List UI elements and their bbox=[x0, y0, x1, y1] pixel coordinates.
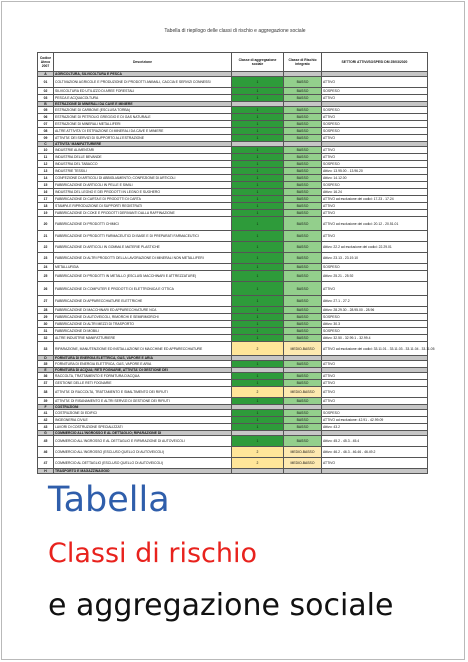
cell-ateco: G bbox=[38, 431, 54, 436]
cell-class: 1 bbox=[232, 189, 284, 196]
cell-description: INGEGNERIA CIVILE bbox=[54, 417, 232, 424]
caption-title: Tabella bbox=[48, 480, 170, 520]
cell-level: BASSO bbox=[284, 264, 322, 271]
cell-class: 1 bbox=[232, 196, 284, 203]
cell-ateco: 46 bbox=[38, 447, 54, 458]
cell-description: FABBRICAZIONE DI ARTICOLI IN PELLE E SIMILI bbox=[54, 182, 232, 189]
cell-description: INDUSTRIE TESSILI bbox=[54, 168, 232, 175]
cell-class: 2 bbox=[232, 447, 284, 458]
cell-sectors: SOSPESO bbox=[322, 121, 428, 128]
cell-description: LAVORI DI COSTRUZIONE SPECIALIZZATI bbox=[54, 424, 232, 431]
cell-sectors: ATTIVO bbox=[322, 95, 428, 102]
cell-sectors: ATTIVO ad esclusione dei codici: 17.23 - 17.24 bbox=[322, 196, 428, 203]
cell-level: BASSO bbox=[284, 321, 322, 328]
cell-class: 1 bbox=[232, 380, 284, 387]
cell-sectors: ATTIVO bbox=[322, 380, 428, 387]
table-row bbox=[38, 417, 428, 424]
cell-class: 1 bbox=[232, 231, 284, 242]
cell-level: BASSO bbox=[284, 114, 322, 121]
table-row bbox=[38, 361, 428, 368]
cell-level: MEDIO-BASSO bbox=[284, 458, 322, 469]
cell-ateco: 45 bbox=[38, 436, 54, 447]
cell-level: BASSO bbox=[284, 147, 322, 154]
cell-ateco: 18 bbox=[38, 203, 54, 210]
cell-class: 1 bbox=[232, 154, 284, 161]
cell-ateco: 39 bbox=[38, 398, 54, 405]
cell-class: 1 bbox=[232, 321, 284, 328]
cell-ateco: 22 bbox=[38, 242, 54, 253]
cell-class: 1 bbox=[232, 217, 284, 231]
cell-ateco: 19 bbox=[38, 210, 54, 217]
cell-description: ATTIVITA' DEI SERVIZI DI SUPPORTO ALL'ESTRAZIONE bbox=[54, 135, 232, 142]
cell-ateco: C bbox=[38, 142, 54, 147]
cell-class: 1 bbox=[232, 417, 284, 424]
cell-ateco: 43 bbox=[38, 424, 54, 431]
cell-sectors: Attivo: 30.3 bbox=[322, 321, 428, 328]
cell-level: BASSO bbox=[284, 314, 322, 321]
cell-level: BASSO bbox=[284, 88, 322, 95]
cell-sectors: ATTIVO bbox=[322, 373, 428, 380]
cell-level: BASSO bbox=[284, 196, 322, 203]
cell-description: FABBRICAZIONE DI AUTOVEICOLI, RIMORCHI E SEMIRIMORCHI bbox=[54, 314, 232, 321]
cell-ateco: 38 bbox=[38, 387, 54, 398]
cell-sectors: ATTIVO bbox=[322, 147, 428, 154]
table-row bbox=[38, 380, 428, 387]
table-row bbox=[38, 196, 428, 203]
cell-sectors: SOSPESO bbox=[322, 328, 428, 335]
cell-sectors: Attivo: 14.12.00 bbox=[322, 175, 428, 182]
cell-class: 1 bbox=[232, 128, 284, 135]
cell-description: PESCA E ACQUACOLTURA bbox=[54, 95, 232, 102]
cell-ateco: E bbox=[38, 368, 54, 373]
cell-sectors: Attivo: 25.21 - 25.92 bbox=[322, 271, 428, 282]
table-row bbox=[38, 175, 428, 182]
table-row bbox=[38, 114, 428, 121]
cell-ateco: 05 bbox=[38, 107, 54, 114]
cell-ateco: 42 bbox=[38, 417, 54, 424]
cell-level: BASSO bbox=[284, 361, 322, 368]
cell-description: COMMERCIO ALL'INGROSSO (ESCLUSO QUELLO DI AUTOVEICOLI) bbox=[54, 447, 232, 458]
cell-sectors: ATTIVO bbox=[322, 361, 428, 368]
cell-description: CONFEZIONE DI ARTICOLI DI ABBIGLIAMENTO; CONFEZIONE DI ARTICOLI bbox=[54, 175, 232, 182]
cell-level: BASSO bbox=[284, 335, 322, 342]
cell-description: FABBRICAZIONE DI CARTA E DI PRODOTTI DI CARTA bbox=[54, 196, 232, 203]
table-row bbox=[38, 121, 428, 128]
cell-level: MEDIO-BASSO bbox=[284, 447, 322, 458]
cell-description: FABBRICAZIONE DI ALTRI MEZZI DI TRASPORTO bbox=[54, 321, 232, 328]
cell-sectors: SOSPESO bbox=[322, 128, 428, 135]
cell-sectors: Attivo: 23.13 - 23.19.10 bbox=[322, 253, 428, 264]
cell-level: BASSO bbox=[284, 128, 322, 135]
cell-level: BASSO bbox=[284, 154, 322, 161]
header-ateco: Codice Ateco 2007 bbox=[38, 53, 54, 72]
table-row bbox=[38, 321, 428, 328]
table-row bbox=[38, 168, 428, 175]
table-row bbox=[38, 271, 428, 282]
cell-level: BASSO bbox=[284, 424, 322, 431]
cell-sectors: SOSPESO bbox=[322, 107, 428, 114]
cell-description: FABBRICAZIONE DI MOBILI bbox=[54, 328, 232, 335]
cell-level: BASSO bbox=[284, 168, 322, 175]
cell-sectors: Attivo: 45.2 - 45.3 - 45.4 bbox=[322, 436, 428, 447]
table-row bbox=[38, 95, 428, 102]
cell-ateco: 24 bbox=[38, 264, 54, 271]
header-description: Descrizione bbox=[54, 53, 232, 72]
cell-class: 1 bbox=[232, 296, 284, 307]
cell-description: COMMERCIO ALL'INGROSSO E AL DETTAGLIO; RIPARAZIONE DI bbox=[54, 431, 232, 436]
header-level: Classe di Rischio integrato bbox=[284, 53, 322, 72]
cell-class: 1 bbox=[232, 114, 284, 121]
cell-description: FABBRICAZIONE DI PRODOTTI IN METALLO (ESCLUSI MACCHINARI E ATTREZZATURE) bbox=[54, 271, 232, 282]
cell-ateco: 20 bbox=[38, 217, 54, 231]
cell-sectors: ATTIVO bbox=[322, 398, 428, 405]
cell-sectors bbox=[322, 469, 428, 474]
cell-ateco: A bbox=[38, 72, 54, 77]
cell-sectors: ATTIVO ad esclusione dei codici: 20.12 - 20.51.01 bbox=[322, 217, 428, 231]
cell-class: 1 bbox=[232, 307, 284, 314]
cell-ateco: 27 bbox=[38, 296, 54, 307]
cell-sectors: Attivo: 46.2 - 46.3 - 46.46 - 46.49.2 bbox=[322, 447, 428, 458]
cell-level: BASSO bbox=[284, 231, 322, 242]
cell-description: ALTRE INDUSTRIE MANIFATTURIERE bbox=[54, 335, 232, 342]
cell-sectors: ATTIVO bbox=[322, 154, 428, 161]
cell-level: MEDIO-BASSO bbox=[284, 387, 322, 398]
cell-ateco: 02 bbox=[38, 88, 54, 95]
table-row bbox=[38, 77, 428, 88]
cell-ateco: 32 bbox=[38, 335, 54, 342]
cell-level: BASSO bbox=[284, 328, 322, 335]
risk-table-container bbox=[37, 52, 437, 473]
cell-class: 2 bbox=[232, 458, 284, 469]
cell-sectors: Attivo: 16.24 bbox=[322, 189, 428, 196]
table-row bbox=[38, 424, 428, 431]
cell-description: COMMERCIO ALL'INGROSSO E AL DETTAGLIO E RIPARAZIONE DI AUTOVEICOLI bbox=[54, 436, 232, 447]
cell-description: AGRICOLTURA, SILVICOLTURA E PESCA bbox=[54, 72, 232, 77]
cell-level: BASSO bbox=[284, 373, 322, 380]
risk-classes-table bbox=[37, 52, 435, 474]
cell-level: BASSO bbox=[284, 410, 322, 417]
cell-ateco: 33 bbox=[38, 342, 54, 356]
cell-class: 1 bbox=[232, 282, 284, 296]
cell-sectors: Attivo: 27.1 - 27.2 bbox=[322, 296, 428, 307]
cell-level: BASSO bbox=[284, 95, 322, 102]
cell-description: RIPARAZIONE, MANUTENZIONE ED INSTALLAZIONE DI MACCHINE ED APPARECCHIATURE bbox=[54, 342, 232, 356]
table-row bbox=[38, 107, 428, 114]
cell-ateco: 15 bbox=[38, 182, 54, 189]
cell-description: FABBRICAZIONE DI ALTRI PRODOTTI DELLA LAVORAZIONE DI MINERALI NON METALLIFERI bbox=[54, 253, 232, 264]
cell-class: 1 bbox=[232, 161, 284, 168]
document-title: Tabella di riepilogo delle classi di rischio e aggregazione sociale bbox=[164, 28, 306, 34]
table-row bbox=[38, 373, 428, 380]
cell-sectors: ATTIVO bbox=[322, 203, 428, 210]
cell-sectors: ATTIVO bbox=[322, 114, 428, 121]
cell-sectors: SOSPESO bbox=[322, 264, 428, 271]
table-row bbox=[38, 458, 428, 469]
cell-level: BASSO bbox=[284, 417, 322, 424]
table-row bbox=[38, 296, 428, 307]
cell-ateco: 25 bbox=[38, 271, 54, 282]
table-section-row bbox=[38, 469, 428, 474]
cell-sectors: Attivo: 43.2 bbox=[322, 424, 428, 431]
cell-sectors: ATTIVO bbox=[322, 210, 428, 217]
cell-class: 1 bbox=[232, 314, 284, 321]
cell-description: TRASPORTO E MAGAZZINAGGIO bbox=[54, 469, 232, 474]
cell-class: 1 bbox=[232, 203, 284, 210]
table-row bbox=[38, 189, 428, 196]
cell-sectors: Attivo: 28.29.30 - 28.95.00 - 28.96 bbox=[322, 307, 428, 314]
cell-ateco: 26 bbox=[38, 282, 54, 296]
cell-description: ATTIVITA' DI RACCOLTA, TRATTAMENTO E SMALTIMENTO DEI RIFIUTI bbox=[54, 387, 232, 398]
cell-class: 1 bbox=[232, 264, 284, 271]
cell-description: FORNITURA DI ENERGIA ELETTRICA, GAS, VAPORE E ARIA bbox=[54, 361, 232, 368]
cell-ateco: 47 bbox=[38, 458, 54, 469]
cell-description: FABBRICAZIONE DI PRODOTTI FARMACEUTICI DI BASE E DI PREPARATI FARMACEUTICI bbox=[54, 231, 232, 242]
cell-class: 2 bbox=[232, 342, 284, 356]
table-row bbox=[38, 398, 428, 405]
cell-sectors: ATTIVO ad esclusione: 42.91 - 42.99.09 bbox=[322, 417, 428, 424]
cell-class: 1 bbox=[232, 436, 284, 447]
table-row bbox=[38, 335, 428, 342]
cell-ateco: 12 bbox=[38, 161, 54, 168]
cell-level: BASSO bbox=[284, 436, 322, 447]
cell-ateco: 37 bbox=[38, 380, 54, 387]
cell-ateco: 11 bbox=[38, 154, 54, 161]
cell-level: BASSO bbox=[284, 161, 322, 168]
cell-ateco: 31 bbox=[38, 328, 54, 335]
cell-ateco: 36 bbox=[38, 373, 54, 380]
cell-sectors: Attivo: 32.50 - 32.99.1 - 32.99.4 bbox=[322, 335, 428, 342]
cell-class: 1 bbox=[232, 95, 284, 102]
cell-ateco: 28 bbox=[38, 307, 54, 314]
table-row bbox=[38, 210, 428, 217]
cell-class: 1 bbox=[232, 175, 284, 182]
cell-ateco: 01 bbox=[38, 77, 54, 88]
table-row bbox=[38, 436, 428, 447]
cell-ateco: 07 bbox=[38, 121, 54, 128]
cell-class: 1 bbox=[232, 410, 284, 417]
table-row bbox=[38, 264, 428, 271]
cell-description: FABBRICAZIONE DI APPARECCHIATURE ELETTRICHE bbox=[54, 296, 232, 307]
header-class: Classe di aggregazione sociale bbox=[232, 53, 284, 72]
cell-level: BASSO bbox=[284, 210, 322, 217]
table-row bbox=[38, 253, 428, 264]
cell-level bbox=[284, 469, 322, 474]
cell-sectors: ATTIVO bbox=[322, 231, 428, 242]
table-row bbox=[38, 154, 428, 161]
table-row bbox=[38, 282, 428, 296]
document-page bbox=[1, 1, 465, 660]
cell-sectors: SOSPESO bbox=[322, 161, 428, 168]
table-row bbox=[38, 217, 428, 231]
cell-description: ESTRAZIONE DI CARBONE (ESCLUSA TORBA) bbox=[54, 107, 232, 114]
cell-sectors: ATTIVO ad esclusione dei codici: 33.11.01 - 33.11.03 - 33.11.04 - 33.11.05 bbox=[322, 342, 428, 356]
cell-class: 1 bbox=[232, 253, 284, 264]
cell-description: FORNITURA DI ENERGIA ELETTRICA, GAS, VAPORE E ARIA bbox=[54, 356, 232, 361]
cell-description: FORNITURA DI ACQUA; RETI FOGNARIE, ATTIVITA' DI GESTIONE DEI bbox=[54, 368, 232, 373]
cell-ateco: 30 bbox=[38, 321, 54, 328]
table-row bbox=[38, 182, 428, 189]
cell-class: 1 bbox=[232, 121, 284, 128]
cell-description: INDUSTRIA DEL TABACCO bbox=[54, 161, 232, 168]
cell-class: 1 bbox=[232, 398, 284, 405]
cell-class: 1 bbox=[232, 182, 284, 189]
cell-description: RACCOLTA, TRATTAMENTO E FORNITURA D'ACQUA bbox=[54, 373, 232, 380]
table-row bbox=[38, 161, 428, 168]
cell-description: INDUSTRIE ALIMENTARI bbox=[54, 147, 232, 154]
cell-class: 1 bbox=[232, 168, 284, 175]
cell-description: SILVICOLTURA ED UTILIZZO DI AREE FORESTALI bbox=[54, 88, 232, 95]
cell-description: FABBRICAZIONE DI COMPUTER E PRODOTTI DI ELETTRONICA E OTTICA bbox=[54, 282, 232, 296]
cell-description: ALTRE ATTIVITA' DI ESTRAZIONE DI MINERALI DA CAVE E MINIERE bbox=[54, 128, 232, 135]
cell-level: BASSO bbox=[284, 380, 322, 387]
cell-level: BASSO bbox=[284, 398, 322, 405]
cell-sectors: ATTIVO bbox=[322, 135, 428, 142]
cell-ateco: 16 bbox=[38, 189, 54, 196]
cell-description: ATTIVITA' MANIFATTURIERE bbox=[54, 142, 232, 147]
cell-level: BASSO bbox=[284, 282, 322, 296]
cell-ateco: F bbox=[38, 405, 54, 410]
cell-ateco: 03 bbox=[38, 95, 54, 102]
cell-class bbox=[232, 469, 284, 474]
cell-level: BASSO bbox=[284, 242, 322, 253]
cell-description: FABBRICAZIONE DI PRODOTTI CHIMICI bbox=[54, 217, 232, 231]
cell-ateco: 08 bbox=[38, 128, 54, 135]
cell-sectors: SOSPESO bbox=[322, 410, 428, 417]
table-row bbox=[38, 342, 428, 356]
cell-ateco: 14 bbox=[38, 175, 54, 182]
cell-level: BASSO bbox=[284, 307, 322, 314]
cell-level: BASSO bbox=[284, 217, 322, 231]
cell-level: BASSO bbox=[284, 296, 322, 307]
cell-sectors: Attivo: 22.2 ad esclusione dei codici: 22.29.01 bbox=[322, 242, 428, 253]
table-row bbox=[38, 88, 428, 95]
cell-level: BASSO bbox=[284, 182, 322, 189]
cell-class: 1 bbox=[232, 328, 284, 335]
cell-level: BASSO bbox=[284, 107, 322, 114]
cell-class: 1 bbox=[232, 335, 284, 342]
cell-ateco: 13 bbox=[38, 168, 54, 175]
table-row bbox=[38, 135, 428, 142]
cell-description: STAMPA E RIPRODUZIONE DI SUPPORTI REGISTRATI bbox=[54, 203, 232, 210]
cell-description: FABBRICAZIONE DI ARTICOLI IN GOMMA E MATERIE PLASTICHE bbox=[54, 242, 232, 253]
caption-subtitle-2: e aggregazione sociale bbox=[48, 588, 394, 623]
table-row bbox=[38, 447, 428, 458]
cell-description: COSTRUZIONE DI EDIFICI bbox=[54, 410, 232, 417]
cell-sectors: ATTIVO bbox=[322, 77, 428, 88]
cell-sectors: SOSPESO bbox=[322, 88, 428, 95]
cell-class: 1 bbox=[232, 210, 284, 217]
cell-ateco: 23 bbox=[38, 253, 54, 264]
cell-ateco: 09 bbox=[38, 135, 54, 142]
cell-sectors: ATTIVO bbox=[322, 387, 428, 398]
cell-level: BASSO bbox=[284, 189, 322, 196]
cell-level: BASSO bbox=[284, 271, 322, 282]
cell-description: INDUSTRIA DEL LEGNO E DEI PRODOTTI IN LEGNO E SUGHERO bbox=[54, 189, 232, 196]
cell-level: BASSO bbox=[284, 253, 322, 264]
table-row bbox=[38, 231, 428, 242]
table-row bbox=[38, 128, 428, 135]
cell-sectors: SOSPESO bbox=[322, 314, 428, 321]
cell-level: BASSO bbox=[284, 135, 322, 142]
cell-description: GESTIONE DELLE RETI FOGNARIE bbox=[54, 380, 232, 387]
table-row bbox=[38, 410, 428, 417]
table-row bbox=[38, 307, 428, 314]
cell-ateco: 10 bbox=[38, 147, 54, 154]
cell-class: 1 bbox=[232, 147, 284, 154]
cell-class: 1 bbox=[232, 361, 284, 368]
cell-ateco: 06 bbox=[38, 114, 54, 121]
cell-description: ATTIVITA' DI RISANAMENTO E ALTRI SERVIZI DI GESTIONE DEI RIFIUTI bbox=[54, 398, 232, 405]
cell-description: METALLURGIA bbox=[54, 264, 232, 271]
cell-description: INDUSTRIA DELLE BEVANDE bbox=[54, 154, 232, 161]
cell-ateco: 21 bbox=[38, 231, 54, 242]
cell-level: BASSO bbox=[284, 175, 322, 182]
cell-ateco: B bbox=[38, 102, 54, 107]
cell-class: 1 bbox=[232, 135, 284, 142]
cell-description: COLTIVAZIONI AGRICOLE E PRODUZIONE DI PRODOTTI ANIMALI, CACCIA E SERVIZI CONNESSI bbox=[54, 77, 232, 88]
cell-description: ESTRAZIONE DI MINERALI DA CAVE E MINIERE bbox=[54, 102, 232, 107]
table-row bbox=[38, 203, 428, 210]
cell-description: FABBRICAZIONE DI MACCHINARI ED APPARECCHIATURE NCA bbox=[54, 307, 232, 314]
cell-class: 1 bbox=[232, 88, 284, 95]
table-row bbox=[38, 387, 428, 398]
cell-class: 1 bbox=[232, 271, 284, 282]
cell-sectors: ATTIVO bbox=[322, 282, 428, 296]
cell-description: ESTRAZIONE DI MINERALI METALLIFERI bbox=[54, 121, 232, 128]
cell-sectors: Attivo: 13.95.00 - 13.96.20 bbox=[322, 168, 428, 175]
table-row bbox=[38, 242, 428, 253]
cell-description: ESTRAZIONE DI PETROLIO GREGGIO E DI GAS NATURALE bbox=[54, 114, 232, 121]
cell-class: 1 bbox=[232, 107, 284, 114]
cell-level: MEDIO-BASSO bbox=[284, 342, 322, 356]
cell-level: BASSO bbox=[284, 77, 322, 88]
cell-class: 2 bbox=[232, 387, 284, 398]
cell-sectors: SOSPESO bbox=[322, 182, 428, 189]
cell-class: 1 bbox=[232, 424, 284, 431]
cell-class: 1 bbox=[232, 373, 284, 380]
cell-description: FABBRICAZIONE DI COKE E PRODOTTI DERIVANTI DALLA RAFFINAZIONE bbox=[54, 210, 232, 217]
table-body bbox=[38, 72, 435, 474]
table-row bbox=[38, 314, 428, 321]
cell-ateco: 29 bbox=[38, 314, 54, 321]
cell-description: COMMERCIO AL DETTAGLIO (ESCLUSO QUELLO DI AUTOVEICOLI) bbox=[54, 458, 232, 469]
cell-ateco: D bbox=[38, 356, 54, 361]
cell-ateco: 17 bbox=[38, 196, 54, 203]
cell-sectors: ATTIVO bbox=[322, 458, 428, 469]
cell-level: BASSO bbox=[284, 203, 322, 210]
cell-ateco: 35 bbox=[38, 361, 54, 368]
table-header-row bbox=[38, 53, 428, 72]
cell-level: BASSO bbox=[284, 121, 322, 128]
header-sectors: SETTORI ATTIVI/SOSPESI DM 25/03/2020 bbox=[322, 53, 428, 72]
table-row bbox=[38, 328, 428, 335]
cell-class: 1 bbox=[232, 77, 284, 88]
cell-ateco: 41 bbox=[38, 410, 54, 417]
caption-subtitle: Classi di rischio bbox=[48, 538, 257, 569]
cell-description: COSTRUZIONI bbox=[54, 405, 232, 410]
cell-ateco: H bbox=[38, 469, 54, 474]
cell-class: 1 bbox=[232, 242, 284, 253]
table-row bbox=[38, 147, 428, 154]
